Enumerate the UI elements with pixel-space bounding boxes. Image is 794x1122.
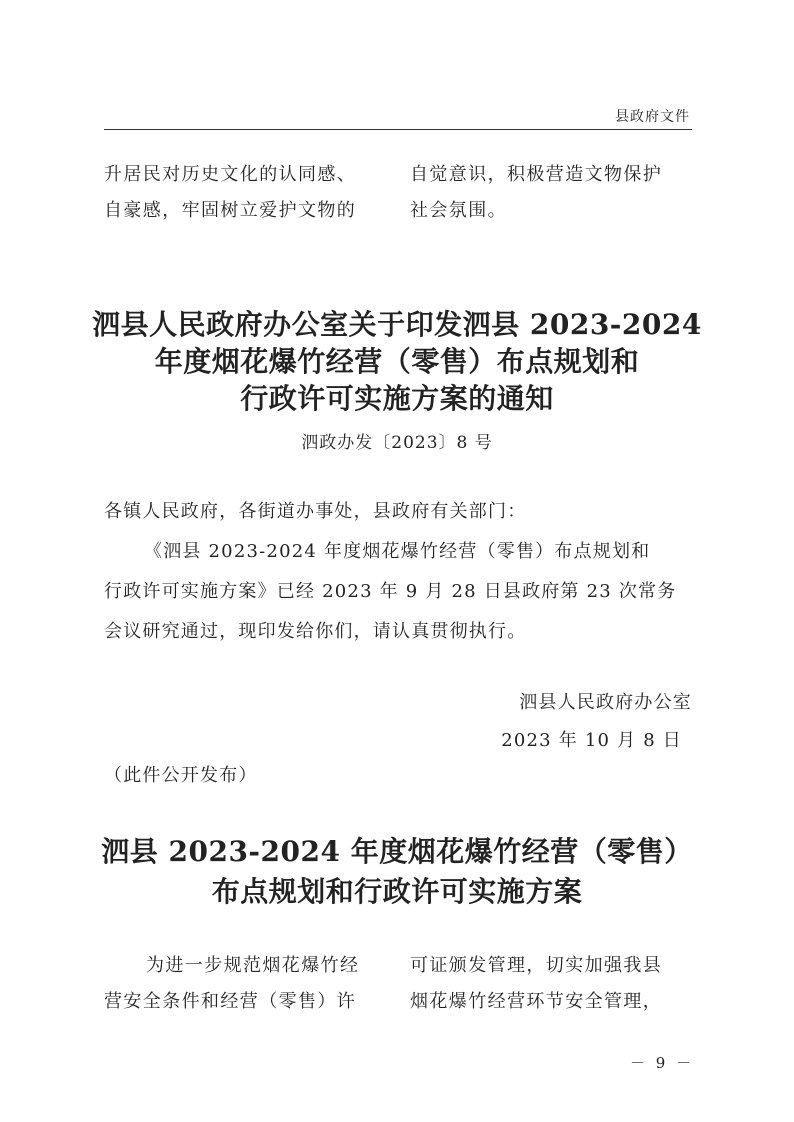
plan-right-line: 可证颁发管理，切实加强我县	[410, 955, 663, 976]
plan-right-column	[410, 948, 700, 1020]
header-rule	[104, 129, 692, 130]
plan-right-line: 烟花爆竹经营环节安全管理，	[410, 991, 663, 1012]
plan-title-line: 布点规划和行政许可实施方案	[211, 875, 583, 908]
plan-left-line: 为进一步规范烟花爆竹经	[146, 955, 360, 976]
notice-title-line: 年度烟花爆竹经营（零售）布点规划和	[154, 345, 640, 378]
plan-columns	[104, 948, 694, 1048]
notice-title-line: 泗县人民政府办公室关于印发泗县 2023-2024	[92, 308, 702, 341]
notice-title	[70, 306, 724, 417]
issuer: 泗县人民政府办公室	[519, 692, 692, 713]
intro-left-column	[104, 157, 394, 229]
notice-body-line: 行政许可实施方案》已经 2023 年 9 月 28 日县政府第 23 次常务	[104, 581, 677, 602]
document-number: 泗政办发〔2023〕8 号	[301, 433, 493, 453]
notice-body-line: 会议研究通过，现印发给你们，请认真贯彻执行。	[104, 621, 527, 642]
issue-date: 2023 年 10 月 8 日	[501, 730, 682, 751]
intro-right-line: 社会氛围。	[410, 200, 507, 221]
plan-title-line: 泗县 2023-2024 年度烟花爆竹经营（零售）	[101, 835, 693, 868]
plan-left-line: 营安全条件和经营（零售）许	[104, 991, 357, 1012]
notice-body-line: 《泗县 2023-2024 年度烟花爆竹经营（零售）布点规划和	[144, 541, 651, 562]
notice-title-line: 行政许可实施方案的通知	[240, 382, 554, 415]
publication-note: （此件公开发布）	[104, 765, 258, 786]
intro-right-column	[410, 157, 700, 229]
intro-left-line: 升居民对历史文化的认同感、	[104, 164, 357, 185]
page-number: － 9 －	[630, 1054, 695, 1072]
intro-left-line: 自豪感，牢固树立爱护文物的	[104, 200, 357, 221]
notice-body	[104, 532, 704, 652]
running-header: 县政府文件	[615, 109, 690, 125]
intro-right-line: 自觉意识，积极营造文物保护	[410, 164, 663, 185]
addressee: 各镇人民政府，各街道办事处，县政府有关部门：	[104, 501, 527, 522]
plan-left-column	[104, 948, 394, 1020]
intro-columns	[104, 157, 694, 257]
plan-title	[70, 832, 724, 912]
